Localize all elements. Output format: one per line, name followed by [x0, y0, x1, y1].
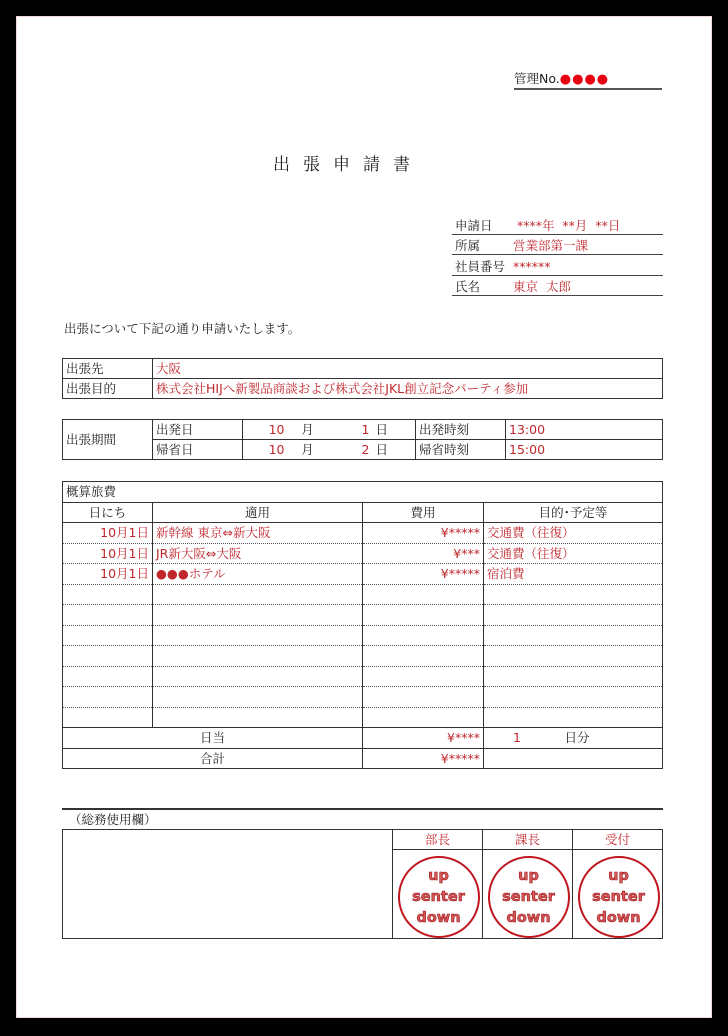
stamp-text-senter: senter — [592, 888, 645, 905]
stamp-cell-section-chief[interactable] — [483, 850, 573, 939]
header-item: 適用 — [153, 502, 363, 523]
row-date[interactable] — [63, 625, 153, 646]
row-purpose[interactable]: 宿泊費 — [484, 564, 663, 585]
row-date[interactable]: 10月1日 — [63, 523, 153, 544]
row-purpose[interactable] — [484, 666, 663, 687]
department-row — [452, 235, 663, 256]
row-cost[interactable] — [363, 605, 484, 626]
row-item[interactable]: 新幹線 東京⇔新大阪 — [153, 523, 363, 544]
row-purpose[interactable] — [484, 707, 663, 728]
stamp-cell-reception[interactable] — [573, 850, 663, 939]
table-row — [63, 543, 663, 564]
row-date[interactable] — [63, 707, 153, 728]
row-item[interactable] — [153, 666, 363, 687]
header-date: 日にち — [63, 502, 153, 523]
row-cost[interactable] — [363, 707, 484, 728]
application-date-value[interactable]: ****年 **月 **日 — [513, 217, 621, 233]
departure-month-unit: 月 — [288, 420, 328, 440]
daily-allowance-cost[interactable]: ¥**** — [363, 728, 484, 749]
stamp-text-up: up — [608, 867, 629, 884]
table-row — [63, 564, 663, 585]
departure-time-value[interactable]: 13:00 — [506, 420, 663, 440]
daily-allowance-days-cell — [484, 728, 663, 749]
application-date-row — [452, 214, 663, 235]
table-row — [63, 625, 663, 646]
row-item[interactable]: ●●●ホテル — [153, 564, 363, 585]
management-number — [514, 69, 662, 90]
table-row — [63, 666, 663, 687]
header-purpose: 目的･予定等 — [484, 502, 663, 523]
expenses-table — [62, 481, 663, 769]
return-month[interactable]: 10 — [243, 440, 288, 460]
employee-number-label: 社員番号 — [455, 258, 506, 274]
departure-date-label: 出発日 — [153, 420, 243, 440]
departure-day-unit: 日 — [373, 420, 416, 440]
applicant-info — [452, 214, 663, 296]
stamp-text-up: up — [428, 867, 449, 884]
table-row — [63, 707, 663, 728]
approver-title-manager: 部長 — [393, 830, 483, 850]
name-row — [452, 276, 663, 297]
approver-title-reception: 受付 — [573, 830, 663, 850]
approval-title-row — [63, 830, 663, 850]
name-value[interactable]: 東京 太郎 — [513, 279, 571, 294]
destination-value[interactable]: 大阪 — [153, 359, 663, 379]
total-label: 合計 — [63, 748, 363, 769]
stamp-text-down: down — [596, 909, 641, 926]
return-date-label: 帰省日 — [153, 440, 243, 460]
row-cost[interactable]: ¥***** — [363, 564, 484, 585]
destination-label: 出張先 — [63, 359, 153, 379]
row-date[interactable] — [63, 605, 153, 626]
table-row — [63, 584, 663, 605]
approval-stamp-icon — [398, 856, 480, 938]
row-item[interactable] — [153, 625, 363, 646]
row-purpose[interactable] — [484, 584, 663, 605]
employee-number-value[interactable]: ****** — [513, 258, 551, 274]
intro-text: 出張について下記の通り申請いたします。 — [64, 321, 301, 336]
return-row — [63, 440, 663, 460]
purpose-label: 出張目的 — [63, 379, 153, 399]
document-page — [16, 16, 712, 1018]
name-label: 氏名 — [455, 279, 481, 294]
department-label: 所属 — [455, 238, 481, 253]
departure-day[interactable]: 1 — [328, 420, 373, 440]
purpose-row — [63, 379, 663, 399]
management-number-label: 管理No. — [514, 71, 560, 86]
approval-stamp-icon — [578, 856, 660, 938]
row-cost[interactable] — [363, 646, 484, 667]
expenses-caption-row — [63, 482, 663, 503]
department-value[interactable]: 営業部第一課 — [513, 238, 589, 253]
row-date[interactable]: 10月1日 — [63, 564, 153, 585]
row-cost[interactable]: ¥*** — [363, 543, 484, 564]
daily-allowance-row — [63, 728, 663, 749]
employee-number-row — [452, 255, 663, 276]
row-cost[interactable]: ¥***** — [363, 523, 484, 544]
general-affairs-label: （総務使用欄） — [69, 812, 157, 827]
total-blank — [484, 748, 663, 769]
departure-row — [63, 420, 663, 440]
stamp-text-senter: senter — [412, 888, 465, 905]
row-date[interactable] — [63, 646, 153, 667]
period-table — [62, 419, 663, 460]
departure-time-label: 出発時刻 — [416, 420, 506, 440]
return-time-value[interactable]: 15:00 — [506, 440, 663, 460]
row-item[interactable] — [153, 707, 363, 728]
return-time-label: 帰省時刻 — [416, 440, 506, 460]
return-day[interactable]: 2 — [328, 440, 373, 460]
row-purpose[interactable]: 交通費（往復） — [484, 523, 663, 544]
row-purpose[interactable]: 交通費（往復） — [484, 543, 663, 564]
table-row — [63, 646, 663, 667]
page-title: 出張申請書 — [273, 155, 423, 175]
row-item[interactable] — [153, 605, 363, 626]
departure-month[interactable]: 10 — [243, 420, 288, 440]
row-cost[interactable] — [363, 687, 484, 708]
stamp-text-down: down — [416, 909, 461, 926]
row-purpose[interactable] — [484, 646, 663, 667]
total-cost[interactable]: ¥***** — [363, 748, 484, 769]
destination-table — [62, 358, 663, 399]
daily-allowance-label: 日当 — [63, 728, 363, 749]
row-item[interactable]: JR新大阪⇔大阪 — [153, 543, 363, 564]
row-purpose[interactable] — [484, 687, 663, 708]
application-date-label: 申請日 — [455, 217, 493, 233]
destination-row — [63, 359, 663, 379]
period-label: 出張期間 — [63, 420, 153, 460]
approval-stamp-icon — [488, 856, 570, 938]
total-row — [63, 748, 663, 769]
general-affairs-notes[interactable] — [63, 830, 393, 939]
daily-allowance-days[interactable]: 1 — [513, 730, 521, 745]
row-cost[interactable] — [363, 625, 484, 646]
purpose-value[interactable]: 株式会社HIJへ新製品商談および株式会社JKL創立記念パーティ参加 — [153, 379, 663, 399]
row-item[interactable] — [153, 584, 363, 605]
row-date[interactable] — [63, 666, 153, 687]
stamp-text-up: up — [518, 867, 539, 884]
return-day-unit: 日 — [373, 440, 416, 460]
expenses-caption: 概算旅費 — [63, 482, 663, 503]
row-item[interactable] — [153, 687, 363, 708]
daily-allowance-days-unit: 日分 — [564, 730, 590, 745]
approval-table — [62, 829, 663, 939]
row-date[interactable]: 10月1日 — [63, 543, 153, 564]
header-cost: 費用 — [363, 502, 484, 523]
table-row — [63, 687, 663, 708]
row-purpose[interactable] — [484, 625, 663, 646]
stamp-cell-manager[interactable] — [393, 850, 483, 939]
row-cost[interactable] — [363, 584, 484, 605]
table-row — [63, 523, 663, 544]
stamp-text-down: down — [506, 909, 551, 926]
row-cost[interactable] — [363, 666, 484, 687]
approver-title-section-chief: 課長 — [483, 830, 573, 850]
row-date[interactable] — [63, 584, 153, 605]
management-number-value[interactable]: ●●●● — [559, 72, 610, 87]
row-purpose[interactable] — [484, 605, 663, 626]
expenses-header-row — [63, 502, 663, 523]
row-date[interactable] — [63, 687, 153, 708]
row-item[interactable] — [153, 646, 363, 667]
return-month-unit: 月 — [288, 440, 328, 460]
stamp-text-senter: senter — [502, 888, 555, 905]
table-row — [63, 605, 663, 626]
